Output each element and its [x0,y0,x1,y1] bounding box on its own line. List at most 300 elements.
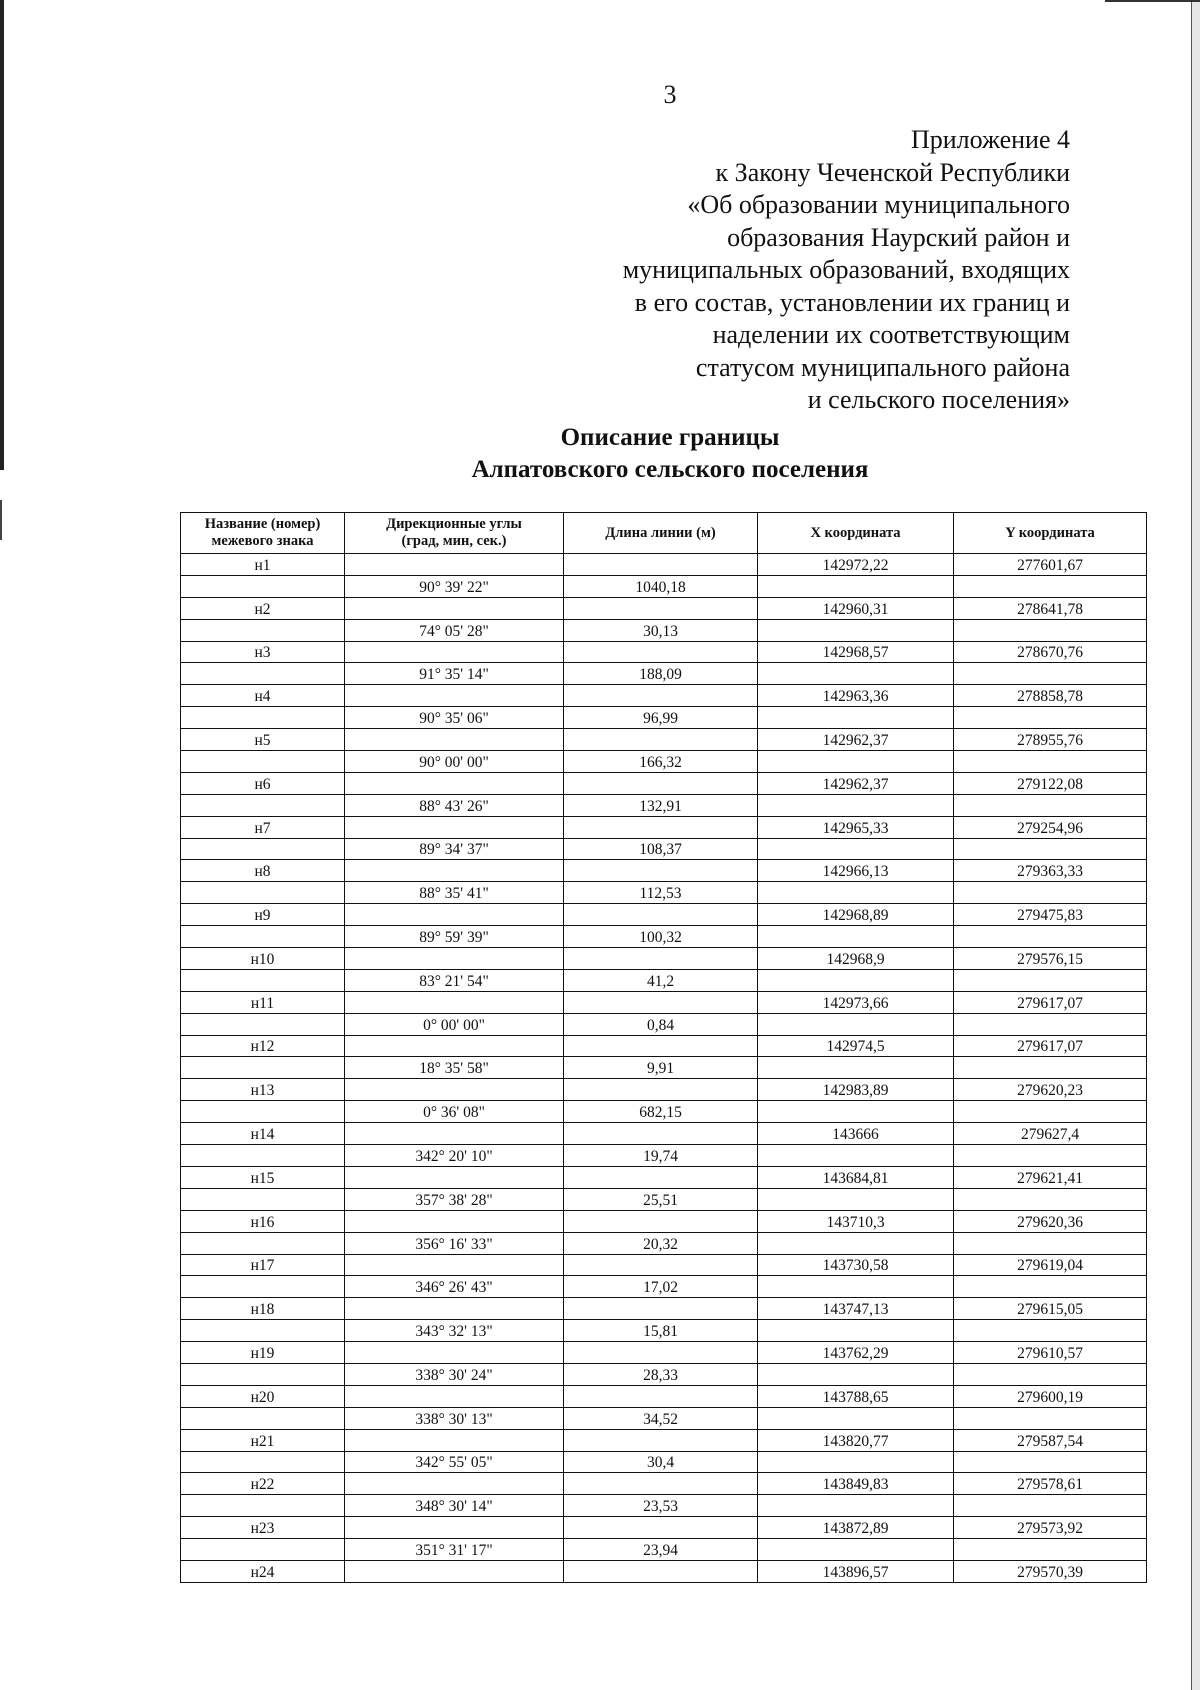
y-coordinate-cell: 279573,92 [954,1517,1147,1539]
y-coordinate-cell: 279610,57 [954,1342,1147,1364]
point-name-cell: н23 [181,1517,345,1539]
table-row-segment [181,969,1147,991]
y-coordinate-cell: 279576,15 [954,948,1147,970]
direction-angle-cell: 342° 20' 10" [345,1145,564,1167]
table-row-point [181,991,1147,1013]
empty-cell [345,1166,564,1188]
point-name-cell: н12 [181,1035,345,1057]
appendix-line: статусом муниципального района [695,352,1070,382]
appendix-line: в его состав, установлении их границ и [634,287,1070,317]
point-name-cell: н13 [181,1079,345,1101]
empty-cell [758,1363,954,1385]
y-coordinate-cell: 278641,78 [954,597,1147,619]
empty-cell [181,1145,345,1167]
scan-edge-left-mark [0,500,2,540]
empty-cell [181,969,345,991]
x-coordinate-cell: 142960,31 [758,597,954,619]
line-length-cell: 1040,18 [564,575,758,597]
table-row-segment [181,707,1147,729]
empty-cell [954,707,1147,729]
empty-cell [181,1539,345,1561]
empty-cell [564,1166,758,1188]
empty-cell [345,1254,564,1276]
direction-angle-cell: 90° 35' 06" [345,707,564,729]
point-name-cell: н6 [181,772,345,794]
empty-cell [758,1188,954,1210]
point-name-cell: н11 [181,991,345,1013]
title-line: Алпатовского сельского поселения [471,456,869,483]
empty-cell [564,1035,758,1057]
empty-cell [181,1276,345,1298]
empty-cell [181,707,345,729]
empty-cell [564,1473,758,1495]
direction-angle-cell: 18° 35' 58" [345,1057,564,1079]
empty-cell [564,1429,758,1451]
direction-angle-cell: 348° 30' 14" [345,1495,564,1517]
direction-angle-cell: 0° 00' 00" [345,1013,564,1035]
empty-cell [181,1363,345,1385]
table-row-point [181,772,1147,794]
scan-edge-left [0,0,4,470]
table-row-segment [181,926,1147,948]
point-name-cell: н19 [181,1342,345,1364]
empty-cell [954,1363,1147,1385]
point-name-cell: н15 [181,1166,345,1188]
direction-angle-cell: 346° 26' 43" [345,1276,564,1298]
table-row-point [181,1385,1147,1407]
empty-cell [758,663,954,685]
line-length-cell: 96,99 [564,707,758,729]
empty-cell [954,1495,1147,1517]
empty-cell [181,926,345,948]
x-coordinate-cell: 143872,89 [758,1517,954,1539]
point-name-cell: н9 [181,904,345,926]
table-row-point [181,1166,1147,1188]
empty-cell [758,926,954,948]
direction-angle-cell: 88° 43' 26" [345,794,564,816]
x-coordinate-cell: 143896,57 [758,1560,954,1582]
table-row-segment [181,575,1147,597]
appendix-heading [623,124,1070,417]
empty-cell [564,991,758,1013]
line-length-cell: 132,91 [564,794,758,816]
empty-cell [345,1429,564,1451]
table-row-segment [181,1232,1147,1254]
empty-cell [758,1407,954,1429]
x-coordinate-cell: 142973,66 [758,991,954,1013]
empty-cell [758,1145,954,1167]
x-coordinate-cell: 143747,13 [758,1298,954,1320]
line-length-cell: 108,37 [564,838,758,860]
empty-cell [758,751,954,773]
appendix-line: и сельского поселения» [807,385,1070,414]
empty-cell [954,1188,1147,1210]
empty-cell [954,794,1147,816]
direction-angle-cell: 83° 21' 54" [345,969,564,991]
point-name-cell: н2 [181,597,345,619]
empty-cell [345,1035,564,1057]
line-length-cell: 9,91 [564,1057,758,1079]
empty-cell [564,772,758,794]
empty-cell [564,904,758,926]
direction-angle-cell: 90° 00' 00" [345,751,564,773]
empty-cell [345,1342,564,1364]
table-row-point [181,948,1147,970]
y-coordinate-cell: 278670,76 [954,641,1147,663]
y-coordinate-cell: 279627,4 [954,1123,1147,1145]
table-row-segment [181,1539,1147,1561]
empty-cell [181,619,345,641]
empty-cell [345,1298,564,1320]
y-coordinate-cell: 279578,61 [954,1473,1147,1495]
appendix-line: «Об образовании муниципального [687,190,1070,219]
table-row-point [181,729,1147,751]
empty-cell [564,860,758,882]
scan-edge-right [1191,0,1200,1690]
table-row-point [181,1079,1147,1101]
empty-cell [345,860,564,882]
x-coordinate-cell: 143730,58 [758,1254,954,1276]
point-name-cell: н7 [181,816,345,838]
table-row-segment [181,1276,1147,1298]
empty-cell [345,685,564,707]
table-row-segment [181,1013,1147,1035]
x-coordinate-cell: 143710,3 [758,1210,954,1232]
table-row-segment [181,1101,1147,1123]
table-row-point [181,1123,1147,1145]
x-coordinate-cell: 142965,33 [758,816,954,838]
table-row-point [181,860,1147,882]
x-coordinate-cell: 142966,13 [758,860,954,882]
empty-cell [954,575,1147,597]
empty-cell [564,554,758,576]
appendix-line: образования Наурский район и [727,222,1070,252]
appendix-line: муниципальных образований, входящих [622,255,1070,284]
table-row-point [181,1298,1147,1320]
empty-cell [181,751,345,773]
empty-cell [758,619,954,641]
empty-cell [181,1451,345,1473]
empty-cell [181,1013,345,1035]
header-x-coordinate: X координата [758,513,954,554]
empty-cell [345,948,564,970]
empty-cell [181,838,345,860]
direction-angle-cell: 89° 59' 39" [345,926,564,948]
point-name-cell: н1 [181,554,345,576]
empty-cell [758,882,954,904]
empty-cell [345,1560,564,1582]
empty-cell [954,663,1147,685]
empty-cell [954,1407,1147,1429]
point-name-cell: н4 [181,685,345,707]
empty-cell [564,1298,758,1320]
line-length-cell: 112,53 [564,882,758,904]
line-length-cell: 682,15 [564,1101,758,1123]
y-coordinate-cell: 279600,19 [954,1385,1147,1407]
empty-cell [954,926,1147,948]
x-coordinate-cell: 142962,37 [758,772,954,794]
table-row-segment [181,619,1147,641]
point-name-cell: н5 [181,729,345,751]
x-coordinate-cell: 142968,57 [758,641,954,663]
direction-angle-cell: 88° 35' 41" [345,882,564,904]
empty-cell [758,794,954,816]
empty-cell [345,1210,564,1232]
line-length-cell: 188,09 [564,663,758,685]
empty-cell [758,1232,954,1254]
table-row-point [181,597,1147,619]
header-line-length: Длина линии (м) [564,513,758,554]
direction-angle-cell: 342° 55' 05" [345,1451,564,1473]
line-length-cell: 25,51 [564,1188,758,1210]
table-row-segment [181,1407,1147,1429]
empty-cell [181,1495,345,1517]
point-name-cell: н16 [181,1210,345,1232]
document-title [0,422,1200,486]
empty-cell [345,554,564,576]
x-coordinate-cell: 142968,9 [758,948,954,970]
x-coordinate-cell: 143666 [758,1123,954,1145]
header-direction-angle: Дирекционные углы (град, мин, сек.) [345,513,564,554]
y-coordinate-cell: 279619,04 [954,1254,1147,1276]
direction-angle-cell: 343° 32' 13" [345,1320,564,1342]
appendix-line: наделении их соответствующим [712,320,1070,349]
table-row-segment [181,1145,1147,1167]
y-coordinate-cell: 279363,33 [954,860,1147,882]
empty-cell [181,1407,345,1429]
empty-cell [954,1539,1147,1561]
point-name-cell: н10 [181,948,345,970]
direction-angle-cell: 357° 38' 28" [345,1188,564,1210]
direction-angle-cell: 338° 30' 24" [345,1363,564,1385]
line-length-cell: 100,32 [564,926,758,948]
x-coordinate-cell: 143684,81 [758,1166,954,1188]
table-header-row [181,513,1147,554]
empty-cell [181,1101,345,1123]
x-coordinate-cell: 143849,83 [758,1473,954,1495]
empty-cell [345,991,564,1013]
empty-cell [954,1013,1147,1035]
empty-cell [954,1145,1147,1167]
header-mark-name: Название (номер) межевого знака [181,513,345,554]
y-coordinate-cell: 279620,36 [954,1210,1147,1232]
empty-cell [564,729,758,751]
empty-cell [345,729,564,751]
empty-cell [758,575,954,597]
empty-cell [564,1342,758,1364]
empty-cell [181,1232,345,1254]
empty-cell [564,1254,758,1276]
y-coordinate-cell: 279615,05 [954,1298,1147,1320]
y-coordinate-cell: 279475,83 [954,904,1147,926]
empty-cell [954,751,1147,773]
table-row-point [181,816,1147,838]
empty-cell [758,1013,954,1035]
empty-cell [758,969,954,991]
empty-cell [181,794,345,816]
table-row-segment [181,751,1147,773]
line-length-cell: 15,81 [564,1320,758,1342]
line-length-cell: 30,4 [564,1451,758,1473]
table-row-segment [181,1188,1147,1210]
appendix-line: Приложение 4 [910,125,1070,154]
x-coordinate-cell: 143788,65 [758,1385,954,1407]
line-length-cell: 166,32 [564,751,758,773]
y-coordinate-cell: 279621,41 [954,1166,1147,1188]
table-row-segment [181,1451,1147,1473]
table-row-segment [181,1495,1147,1517]
empty-cell [758,1057,954,1079]
table-row-point [181,1035,1147,1057]
empty-cell [758,707,954,729]
line-length-cell: 23,94 [564,1539,758,1561]
point-name-cell: н18 [181,1298,345,1320]
empty-cell [564,948,758,970]
y-coordinate-cell: 279570,39 [954,1560,1147,1582]
empty-cell [345,1517,564,1539]
direction-angle-cell: 356° 16' 33" [345,1232,564,1254]
line-length-cell: 34,52 [564,1407,758,1429]
direction-angle-cell: 351° 31' 17" [345,1539,564,1561]
table-row-point [181,1560,1147,1582]
empty-cell [564,1123,758,1145]
line-length-cell: 19,74 [564,1145,758,1167]
boundary-table [180,512,1147,1583]
x-coordinate-cell: 143762,29 [758,1342,954,1364]
point-name-cell: н24 [181,1560,345,1582]
empty-cell [564,1560,758,1582]
empty-cell [954,838,1147,860]
x-coordinate-cell: 143820,77 [758,1429,954,1451]
empty-cell [345,1123,564,1145]
line-length-cell: 0,84 [564,1013,758,1035]
x-coordinate-cell: 142963,36 [758,685,954,707]
page-number: 3 [663,80,677,109]
empty-cell [564,816,758,838]
table-row-segment [181,1320,1147,1342]
x-coordinate-cell: 142983,89 [758,1079,954,1101]
empty-cell [954,969,1147,991]
table-body [181,554,1147,1583]
empty-cell [564,1210,758,1232]
empty-cell [954,1276,1147,1298]
empty-cell [564,1385,758,1407]
y-coordinate-cell: 279254,96 [954,816,1147,838]
point-name-cell: н20 [181,1385,345,1407]
empty-cell [345,816,564,838]
direction-angle-cell: 338° 30' 13" [345,1407,564,1429]
empty-cell [758,1495,954,1517]
empty-cell [954,1101,1147,1123]
empty-cell [954,882,1147,904]
table-row-segment [181,663,1147,685]
appendix-line: к Закону Чеченской Республики [715,157,1070,187]
empty-cell [758,1320,954,1342]
y-coordinate-cell: 279617,07 [954,1035,1147,1057]
empty-cell [564,597,758,619]
empty-cell [758,1276,954,1298]
empty-cell [345,1473,564,1495]
direction-angle-cell: 89° 34' 37" [345,838,564,860]
empty-cell [564,685,758,707]
empty-cell [345,1385,564,1407]
table-row-point [181,554,1147,576]
empty-cell [954,1057,1147,1079]
table-row-point [181,1517,1147,1539]
empty-cell [345,641,564,663]
empty-cell [181,1188,345,1210]
line-length-cell: 41,2 [564,969,758,991]
table-row-point [181,904,1147,926]
empty-cell [758,1101,954,1123]
empty-cell [954,1320,1147,1342]
y-coordinate-cell: 278858,78 [954,685,1147,707]
table-row-point [181,1429,1147,1451]
empty-cell [181,575,345,597]
point-name-cell: н17 [181,1254,345,1276]
table-row-point [181,1473,1147,1495]
empty-cell [345,904,564,926]
empty-cell [181,882,345,904]
point-name-cell: н3 [181,641,345,663]
table-row-segment [181,794,1147,816]
direction-angle-cell: 91° 35' 14" [345,663,564,685]
direction-angle-cell: 0° 36' 08" [345,1101,564,1123]
empty-cell [181,663,345,685]
line-length-cell: 17,02 [564,1276,758,1298]
empty-cell [954,1232,1147,1254]
scan-edge-top [1105,0,1200,2]
y-coordinate-cell: 277601,67 [954,554,1147,576]
table-row-segment [181,1057,1147,1079]
empty-cell [758,1539,954,1561]
x-coordinate-cell: 142974,5 [758,1035,954,1057]
empty-cell [181,1057,345,1079]
point-name-cell: н14 [181,1123,345,1145]
table-row-segment [181,838,1147,860]
line-length-cell: 20,32 [564,1232,758,1254]
empty-cell [954,619,1147,641]
empty-cell [181,1320,345,1342]
point-name-cell: н22 [181,1473,345,1495]
empty-cell [345,1079,564,1101]
empty-cell [345,597,564,619]
table-row-point [181,641,1147,663]
y-coordinate-cell: 279617,07 [954,991,1147,1013]
direction-angle-cell: 90° 39' 22" [345,575,564,597]
line-length-cell: 28,33 [564,1363,758,1385]
title-line: Описание границы [560,424,780,451]
header-y-coordinate: Y координата [954,513,1147,554]
empty-cell [758,1451,954,1473]
x-coordinate-cell: 142962,37 [758,729,954,751]
y-coordinate-cell: 279587,54 [954,1429,1147,1451]
empty-cell [564,641,758,663]
line-length-cell: 23,53 [564,1495,758,1517]
y-coordinate-cell: 279122,08 [954,772,1147,794]
table-row-point [181,1210,1147,1232]
y-coordinate-cell: 279620,23 [954,1079,1147,1101]
point-name-cell: н8 [181,860,345,882]
empty-cell [758,838,954,860]
empty-cell [564,1517,758,1539]
empty-cell [345,772,564,794]
line-length-cell: 30,13 [564,619,758,641]
table-row-segment [181,882,1147,904]
empty-cell [564,1079,758,1101]
y-coordinate-cell: 278955,76 [954,729,1147,751]
table-row-point [181,1254,1147,1276]
